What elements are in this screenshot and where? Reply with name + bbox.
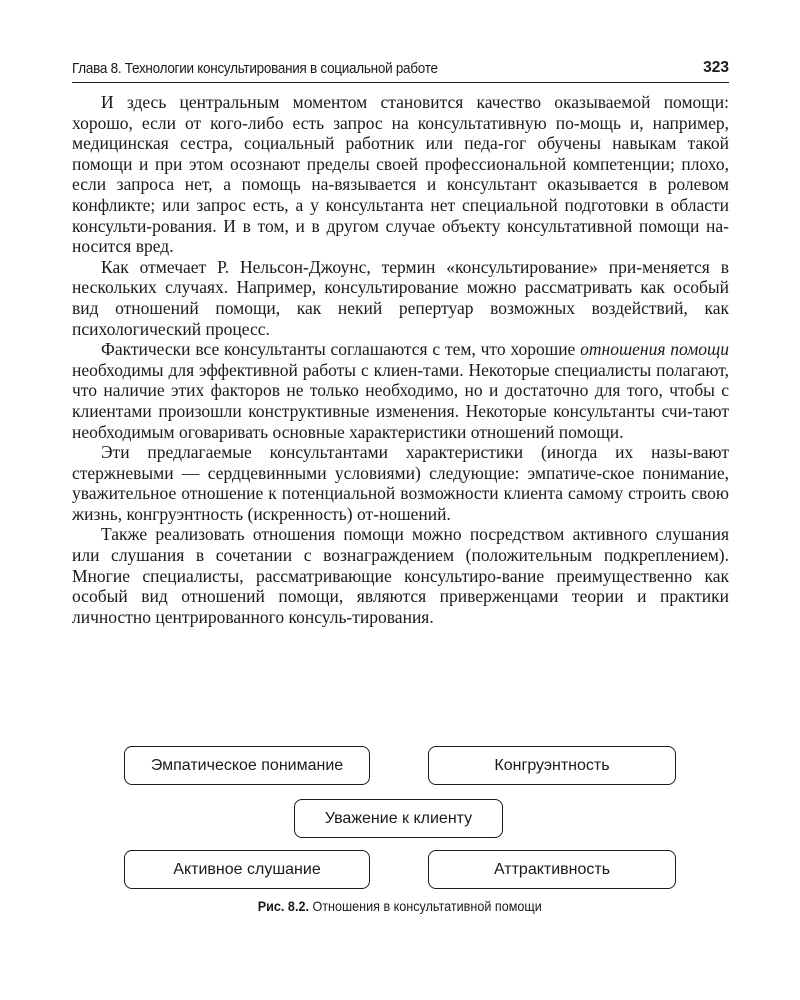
node-respect-for-client: Уважение к клиенту [294, 799, 503, 838]
node-attractiveness: Аттрактивность [428, 850, 676, 889]
chapter-title: Глава 8. Технологии консультирования в социальной работе [72, 60, 438, 77]
figure-caption-text: Отношения в консультативной помощи [312, 898, 543, 914]
body-text [72, 92, 729, 627]
paragraph-text: Фактически все консультанты соглашаются с тем, что хорошие [101, 339, 581, 360]
emphasized-term: отношения помощи [580, 339, 729, 360]
paragraph: Также реализовать отношения помощи можно посредством активного слушания или слушания в сочетании с вознаграждением (положительным подкреплением). Многие специалисты, рассматривающие консультиро-вание преимущественно как особый вид отношений помощи, являются приверженцами теории и практики личностно центрированного консуль-тирования. [72, 524, 729, 627]
paragraph: И здесь центральным моментом становится качество оказываемой помощи: хорошо, если от кого-либо есть запрос на консультативную по-мощь и, например, медицинская сестра, социальный работник или педа-гог обучены навыкам такой помощи и при этом осознают пределы своей профессиональной компетенции; плохо, если запроса нет, а помощь на-вязывается и консультант оказывается в ролевом конфликте; или запрос есть, а у консультанта нет специальной подготовки в области консульти-рования. И в том, и в другом случае объекту консультативной помощи на-носится вред. [72, 92, 729, 257]
node-active-listening: Активное слушание [124, 850, 370, 889]
node-congruence: Конгруэнтность [428, 746, 676, 785]
page-number: 323 [703, 59, 729, 76]
running-header [72, 58, 729, 83]
paragraph: Эти предлагаемые консультантами характеристики (иногда их назы-вают стержневыми — сердцевинными условиями) следующие: эмпатиче-ское понимание, уважительное отношение к потенциальной возможности клиента самому строить свою жизнь, конгруэнтность (искренность) от-ношений. [72, 442, 729, 524]
figure-caption [0, 898, 800, 914]
figure-label: Рис. 8.2. [257, 898, 310, 914]
paragraph: Как отмечает Р. Нельсон-Джоунс, термин «консультирование» при-меняется в нескольких случаях. Например, консультирование можно рассматривать как особый вид отношений помощи, как некий репертуар возможных воздействий, как психологический процесс. [72, 256, 729, 339]
paragraph-text: необходимы для эффективной работы с клиен-тами. Некоторые специалисты полагают, что наличие этих факторов не только необходимо, но и достаточно для того, чтобы с клиентами произошли конструктивные изменения. Некоторые консультанты счи-тают необходимым оговаривать основные характеристики отношений помощи. [72, 359, 729, 442]
paragraph [72, 339, 729, 442]
node-empathic-understanding: Эмпатическое понимание [124, 746, 370, 785]
